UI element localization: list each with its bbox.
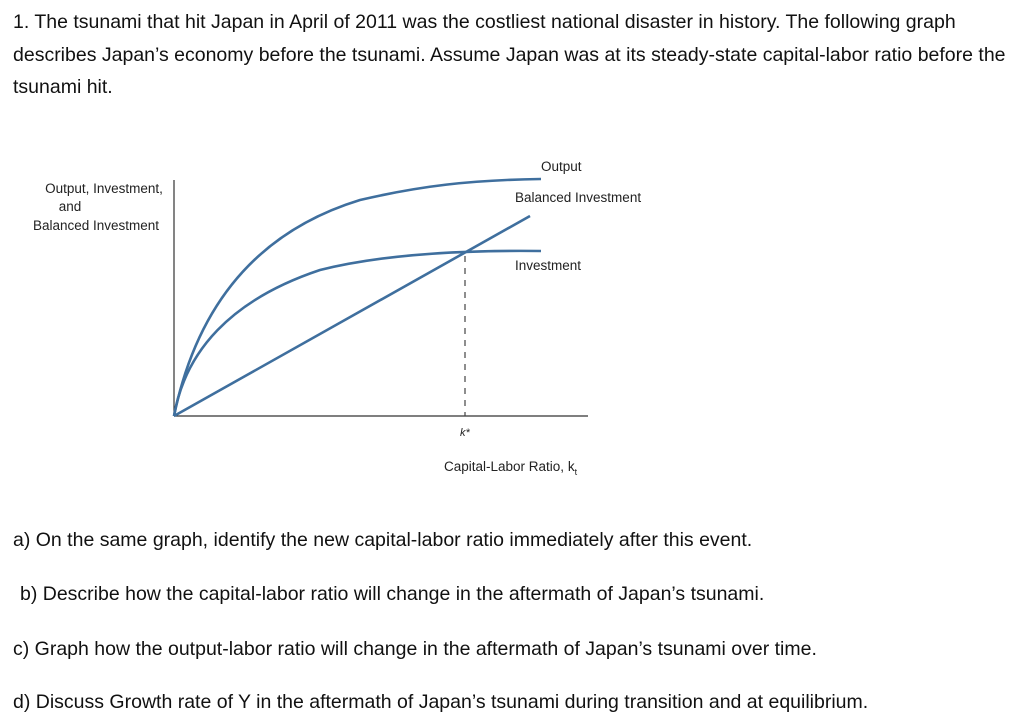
y-axis-label-line-2: and: [58, 199, 82, 214]
question-part-d: d) Discuss Growth rate of Y in the aftermath of Japan’s tsunami during transition and at equilibrium.: [13, 691, 869, 713]
question-part-b: b) Describe how the capital-labor ratio will change in the aftermath of Japan’s tsunami.: [20, 583, 765, 605]
balanced-investment-line: [174, 216, 530, 416]
balanced-investment-label: Balanced Investment: [515, 190, 642, 205]
x-axis-label: [444, 459, 578, 477]
output-curve: [174, 179, 541, 416]
y-axis-label-line-1: Output, Investment,: [45, 181, 163, 196]
question-intro: 1. The tsunami that hit Japan in April of 2011 was the costliest national disaster in history. The following graph describes Japan’s economy before the tsunami. Assume Japan was at its steady-state capital-labor ratio before the tsunami hit.: [13, 11, 1006, 98]
question-part-a: a) On the same graph, identify the new capital-labor ratio immediately after this event.: [13, 529, 753, 551]
question-part-c: c) Graph how the output-labor ratio will change in the aftermath of Japan’s tsunami over time.: [13, 638, 817, 660]
y-axis-label-line-3: Balanced Investment: [32, 218, 160, 233]
x-axis-label-main: Capital-Labor Ratio, k: [444, 459, 575, 474]
investment-label: Investment: [515, 258, 582, 273]
x-axis-label-subscript: t: [574, 467, 578, 477]
investment-curve: [174, 251, 541, 416]
steady-state-label: k*: [460, 427, 470, 439]
output-label: Output: [541, 159, 582, 174]
